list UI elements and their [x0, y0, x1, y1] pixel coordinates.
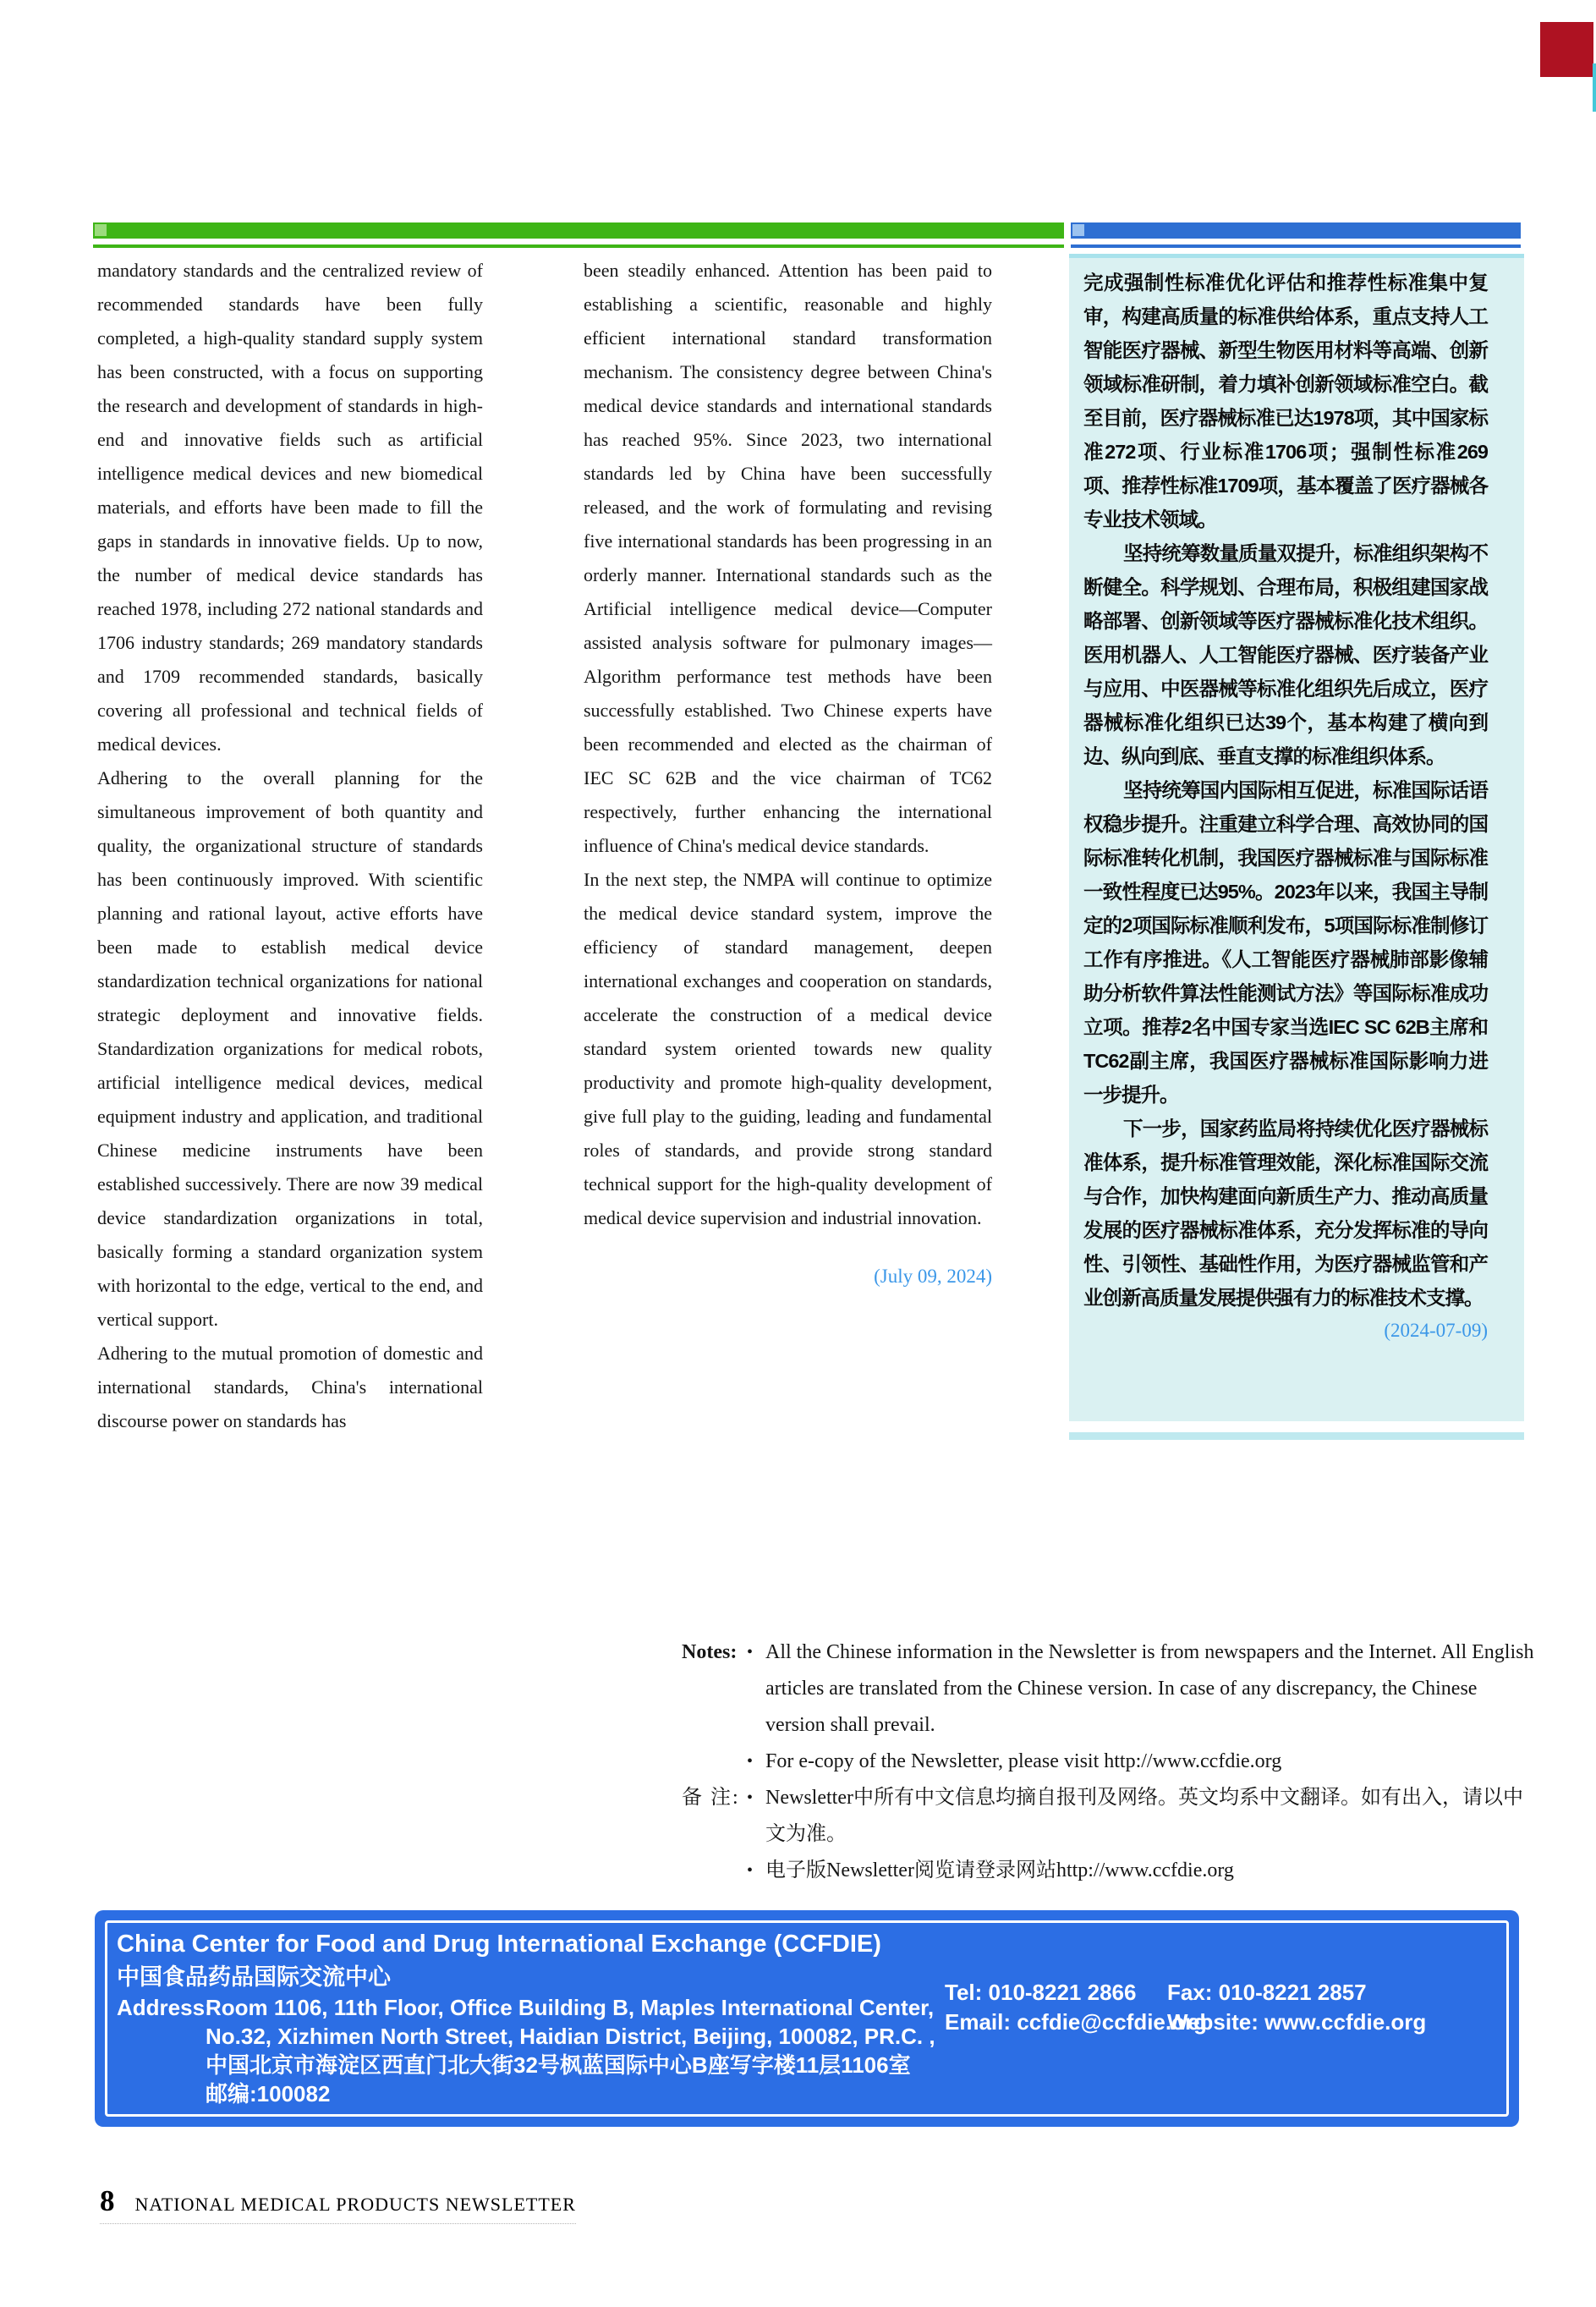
article-date-zh: (2024-07-09) [1384, 1320, 1488, 1341]
contact-fax-website [1167, 1978, 1426, 2037]
notes-label-zh: 备 注: [682, 1787, 740, 1809]
note-text: Newsletter中所有中文信息均摘自报刊及网络。英文均系中文翻译。如有出入，请以中文为准。 [765, 1787, 1523, 1845]
notes-row-chinese [682, 1780, 1536, 1889]
red-corner-marker [1540, 22, 1593, 77]
address-label: Address: [117, 1995, 212, 2020]
paragraph: Adhering to the overall planning for the simultaneous improvement of both quantity and quality, the organizational structure of standards has been continuously improved. With scientific planning and rational layout, active efforts have been made to establish medical device standardization technical organizations for national strategic deployment and innovative fields. Standardization organizations for medical robots, artificial intelligence medical devices, medical equipment industry and application, and traditional Chinese medicine instruments have been established successively. There are now 39 medical device standardization organizations in total, basically forming a standard organization system with horizontal to the edge, vertical to the end, and vertical support. [97, 767, 483, 1330]
notes-label-en: Notes: [682, 1641, 738, 1663]
paragraph: 坚持统筹国内国际相互促进，标准国际话语权稳步提升。注重建立科学合理、高效协同的国际标准转化机制，我国医疗器械标准与国际标准一致性程度已达95%。2023年以来，我国主导制定的2项国际标准顺利发布，5项国际标准制修订工作有序推进。《人工智能医疗器械肺部影像辅助分析软件算法性能测试方法》等国际标准成功立项。推荐2名中国专家当选IEC SC 62B主席和TC62副主席，我国医疗器械标准国际影响力进一步提升。 [1083, 779, 1488, 1106]
bullet-icon: • [747, 1643, 754, 1662]
note-item [744, 1853, 1536, 1889]
paragraph: Adhering to the mutual promotion of domestic and international standards, China's international discourse power on standards has [97, 1343, 483, 1431]
note-text: For e-copy of the Newsletter, please visit http://www.ccfdie.org [765, 1750, 1282, 1772]
article-column-2 [584, 254, 992, 1288]
paragraph: 完成强制性标准优化评估和推荐性标准集中复审，构建高质量的标准供给体系，重点支持人工智能医疗器械、新型生物医用材料等高端、创新领域标准研制，着力填补创新领域标准空白。截至目前，医疗器械标准已达1978项，其中国家标准272项、行业标准1706项；强制性标准269项、推荐性标准1709项，基本覆盖了医疗器械各专业技术领域。 [1083, 272, 1488, 530]
note-text: 电子版Newsletter阅览请登录网站http://www.ccfdie.org [765, 1859, 1234, 1881]
bullet-icon: • [747, 1788, 754, 1807]
email: Email: ccfdie@ccfdie.org [945, 2009, 1207, 2035]
notes-items-zh [744, 1780, 1536, 1889]
contact-footer-box [95, 1910, 1519, 2127]
note-item [744, 1634, 1536, 1744]
chinese-section-rule [1071, 244, 1521, 248]
notes-row-english [682, 1634, 1536, 1780]
organization-name-en: China Center for Food and Drug International Exchange (CCFDIE) [117, 1931, 881, 1958]
bar-notch [95, 224, 107, 236]
article-date-en: (July 09, 2024) [874, 1266, 992, 1287]
address-line: 中国北京市海淀区西直门北大街32号枫蓝国际中心B座写字楼11层1106室 [206, 2052, 911, 2078]
address-line: Room 1106, 11th Floor, Office Building B, Maples International Center, [206, 1995, 935, 2020]
note-item [744, 1744, 1536, 1780]
article-column-3-chinese [1083, 266, 1488, 1342]
tel: Tel: 010-8221 2866 [945, 1980, 1137, 2005]
address-line: 邮编:100082 [206, 2081, 331, 2107]
english-section-rule [93, 244, 1064, 248]
chinese-column-panel-bottom-strip [1069, 1432, 1524, 1440]
cyan-edge-strip [1593, 63, 1596, 112]
notes-items-en [744, 1634, 1536, 1780]
organization-name-zh: 中国食品药品国际交流中心 [117, 1964, 391, 1990]
bullet-icon: • [747, 1752, 754, 1771]
page-footer [100, 2184, 576, 2224]
address-lines [206, 1993, 935, 2108]
page-number: 8 [100, 2184, 115, 2217]
note-text: All the Chinese information in the Newsletter is from newspapers and the Internet. All English articles are translated from the Chinese version. In case of any discrepancy, the Chinese version shall prevail. [765, 1641, 1534, 1736]
paragraph: 坚持统筹数量质量双提升，标准组织架构不断健全。科学规划、合理布局，积极组建国家战略部署、创新领域等医疗器械标准化技术组织。医用机器人、人工智能医疗器械、医疗装备产业与应用、中医器械等标准化组织先后成立，医疗器械标准化组织已达39个，基本构建了横向到边、纵向到底、垂直支撑的标准组织体系。 [1083, 542, 1488, 767]
article-column-1 [97, 254, 483, 1438]
paragraph: 下一步，国家药监局将持续优化医疗器械标准体系，提升标准管理效能，深化标准国际交流与合作，加快构建面向新质生产力、推动高质量发展的医疗器械标准体系，充分发挥标准的导向性、引领性、基础性作用，为医疗器械监管和产业创新高质量发展提供强有力的标准技术支撑。 [1083, 1118, 1488, 1309]
newsletter-title: NATIONAL MEDICAL PRODUCTS NEWSLETTER [134, 2194, 576, 2215]
paragraph: mandatory standards and the centralized review of recommended standards have been fully completed, a high-quality standard supply system has been constructed, with a focus on supporting the research and development of standards in high-end and innovative fields such as artificial intelligence medical devices and new biomedical materials, and efforts have been made to fill the gaps in standards in innovative fields. Up to now, the number of medical device standards has reached 1978, including 272 national standards and 1706 industry standards; 269 mandatory standards and 1709 recommended standards, basically covering all professional and technical fields of medical devices. [97, 260, 483, 755]
bullet-icon: • [747, 1861, 754, 1880]
fax: Fax: 010-8221 2857 [1167, 1980, 1367, 2005]
paragraph: been steadily enhanced. Attention has been paid to establishing a scientific, reasonable and highly efficient international standard transformation mechanism. The consistency degree between China's medical device standards and international standards has reached 95%. Since 2023, two international standards led by China have been successfully released, and the work of formulating and revising five international standards has been progressing in an orderly manner. International standards such as the Artificial intelligence medical device—Computer assisted analysis software for pulmonary images—Algorithm performance test methods have been successfully established. Two Chinese experts have been recommended and elected as the chairman of IEC SC 62B and the vice chairman of TC62 respectively, further enhancing the international influence of China's medical device standards. [584, 260, 992, 856]
paragraph: In the next step, the NMPA will continue to optimize the medical device standard system, improve the efficiency of standard management, deepen international exchanges and cooperation on standards, accelerate the construction of a medical device standard system oriented towards new quality productivity and promote high-quality development, give full play to the guiding, leading and fundamental roles of standards, and provide strong standard technical support for the high-quality development of medical device supervision and industrial innovation. [584, 869, 992, 1228]
english-section-bar [93, 222, 1064, 239]
website: Website: www.ccfdie.org [1167, 2009, 1427, 2035]
chinese-section-bar [1071, 222, 1521, 239]
notes-section [682, 1634, 1536, 1889]
bar-notch [1072, 224, 1084, 236]
note-item [744, 1780, 1536, 1853]
address-line: No.32, Xizhimen North Street, Haidian District, Beijing, 100082, PR.C. , [206, 2024, 935, 2049]
